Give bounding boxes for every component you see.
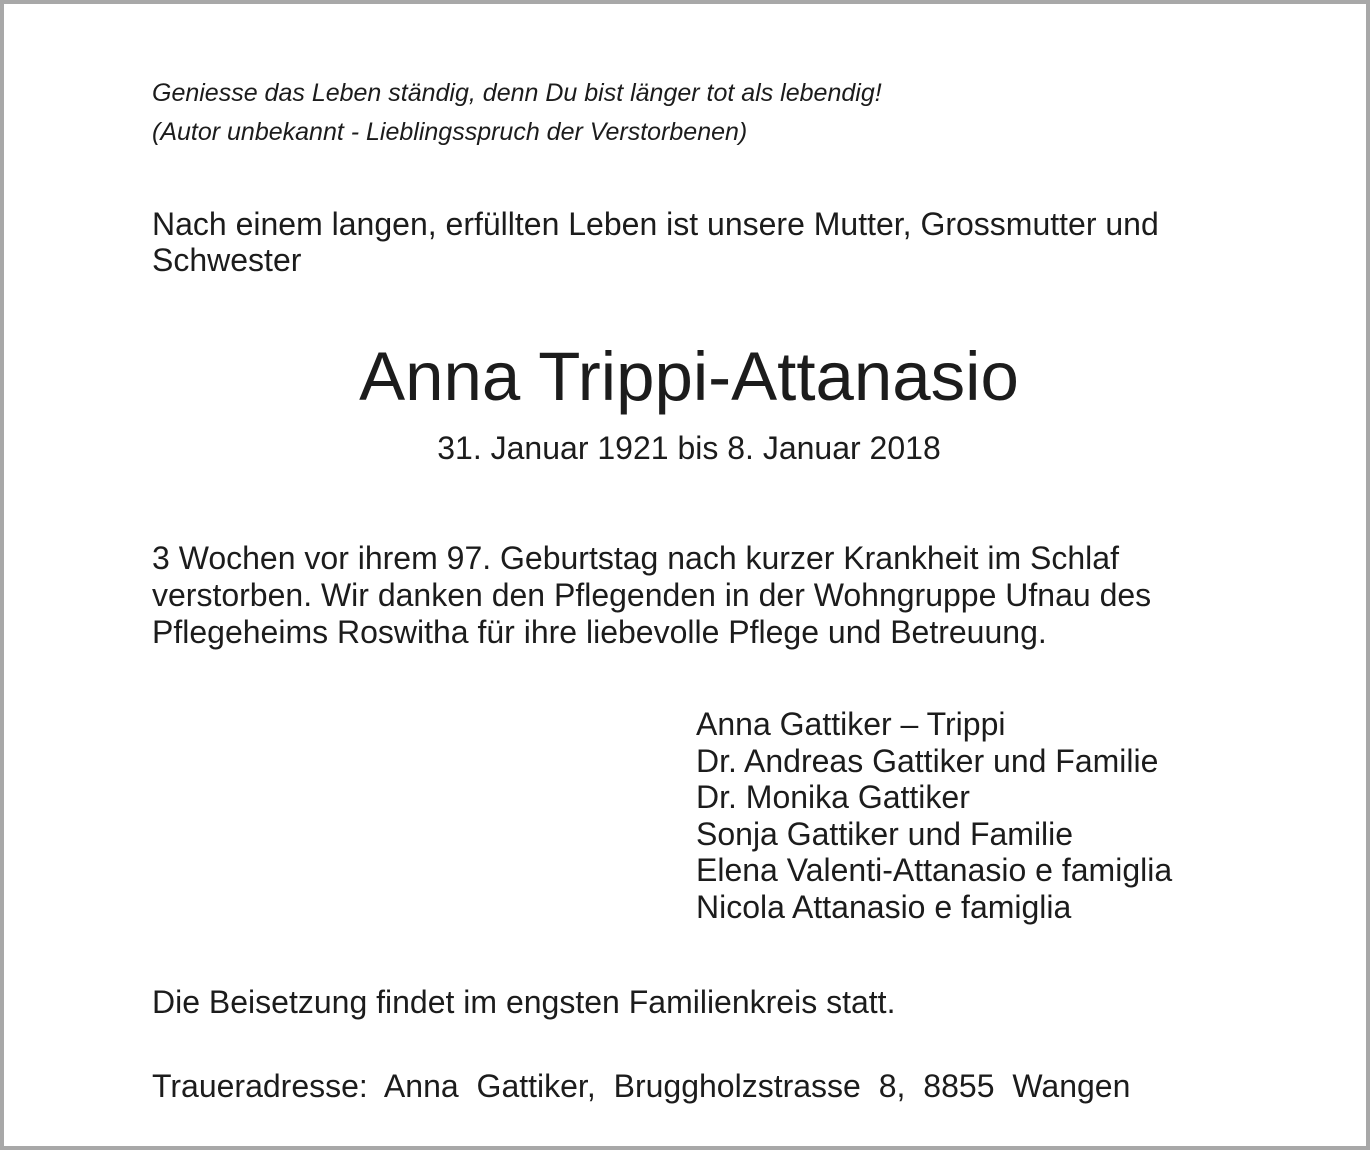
mourning-address: Traueradresse: Anna Gattiker, Bruggholzstrasse 8, 8855 Wangen: [152, 1068, 1131, 1104]
mourner-item: Sonja Gattiker und Familie: [696, 815, 1074, 852]
motto-line-1: Geniesse das Leben ständig, denn Du bist länger tot als lebendig!: [152, 79, 882, 107]
notice-text: 3 Wochen vor ihrem 97. Geburtstag nach kurzer Krankheit im Schlaf verstorben. Wir danken den Pflegenden in der Wohngruppe Ufnau des Pflegeheims Roswitha für ihre liebevolle Pflege und Betreuung.: [152, 540, 1152, 650]
deceased-name: Anna Trippi-Attanasio: [359, 338, 1019, 415]
mourner-item: Anna Gattiker – Trippi: [696, 706, 1006, 742]
intro-text: Nach einem langen, erfüllten Leben ist unsere Mutter, Grossmutter und Schwester: [152, 206, 1159, 278]
mourner-item: Dr. Andreas Gattiker und Familie: [696, 742, 1159, 779]
mourner-item: Elena Valenti-Attanasio e famiglia: [696, 852, 1173, 888]
burial-note: Die Beisetzung findet im engsten Familienkreis statt.: [152, 984, 896, 1020]
mourner-item: Nicola Attanasio e famiglia: [696, 888, 1072, 925]
mourners-list: [696, 706, 1172, 925]
life-dates: 31. Januar 1921 bis 8. Januar 2018: [437, 430, 941, 466]
motto-line-2: (Autor unbekannt - Lieblingsspruch der Verstorbenen): [152, 118, 748, 146]
mourner-item: Dr. Monika Gattiker: [696, 779, 970, 815]
motto-quote: [152, 74, 1226, 152]
